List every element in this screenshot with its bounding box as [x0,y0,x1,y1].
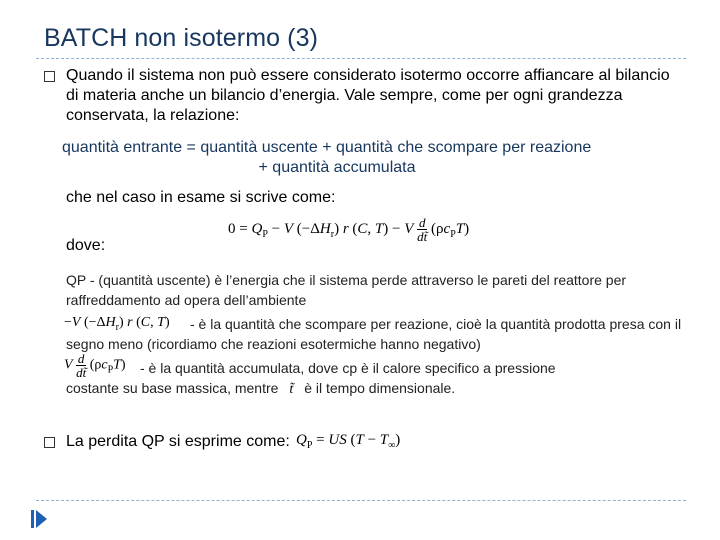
time-symbol: t̃ [289,382,294,397]
dove-label: dove: [66,237,106,254]
energy-balance-equation: $0 = Q_P - V$ $(-\Delta H_r)$ r (C, T) − V $\frac{d}{dt̃}$ $(\rho c_PT)$ [228,215,470,244]
reaction-term-formula: −V $(-\Delta H_r)$ r (C, T) [64,315,170,333]
bottom-divider [36,500,686,501]
relation-line-1: quantità entrante = quantità uscente + quantità che scompare per reazione [62,139,592,156]
nav-bar[interactable] [31,510,34,528]
next-slide-arrow-icon[interactable] [36,510,47,528]
bullet-square-icon [44,437,55,448]
slide-title: BATCH non isotermo (3) [44,24,319,52]
bullet-2-text: La perdita QP si esprime come: [66,433,290,450]
top-divider [36,58,686,59]
definition-accumulation: - è la quantità accumulata, dove cp è il calore specifico a pressione [140,360,556,376]
bullet-1-text: Quando il sistema non può essere considerato isotermo occorre affiancare al bilancio di materia anche un bilancio d’energia. Vale sempre, come per ogni grandezza conservata, la relazione: [66,67,670,124]
heat-loss-equation: $Q_P$ = US $(T - T_\infty)$ [296,432,401,451]
bullet-square-icon [44,71,55,82]
definition-qp: QP - (quantità uscente) è l’energia che il sistema perde attraverso le pareti del reattore per raffreddamento ad opera dell’ambiente [66,272,627,308]
intro-equation-text: che nel caso in esame si scrive come: [66,189,336,206]
accumulation-term-formula: V $\frac{d}{dt̃}$ $(\rho c_PT)$ [64,351,126,380]
relation-text [62,138,672,178]
definition-accumulation-2: costante su base massica, mentre t̃ è il tempo dimensionale. [66,378,455,400]
definition-reaction: - è la quantità che scompare per reazione, cioè la quantità prodotta presa con il segno meno (ricordiamo che reazioni esotermiche hanno negativo) [66,316,682,352]
relation-line-2: + quantità accumulata [258,159,416,176]
